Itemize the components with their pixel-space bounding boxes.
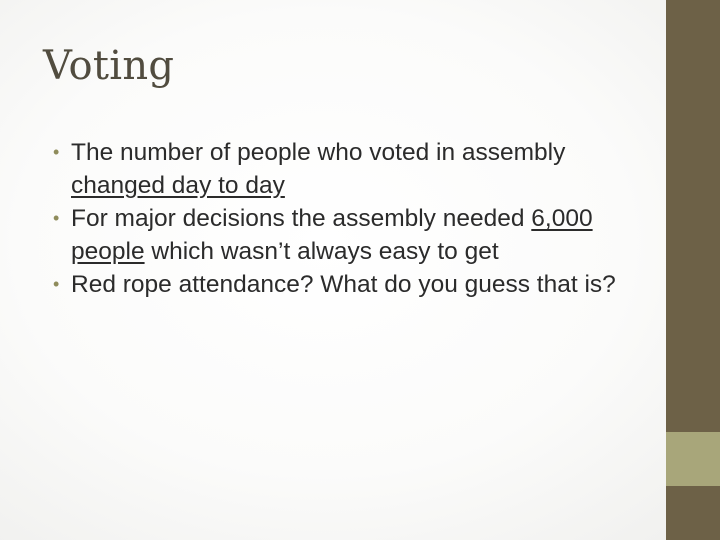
bullet-list	[53, 136, 638, 301]
bullet-underlined-text: 6,000 people	[71, 205, 593, 265]
bullet-text: The number of people who voted in assembly	[71, 139, 566, 166]
slide-title: Voting	[43, 43, 175, 89]
bullet-item	[53, 136, 638, 202]
bullet-text: For major decisions the assembly needed	[71, 205, 532, 232]
bullet-item	[53, 268, 638, 301]
bullet-icon: •	[53, 142, 60, 162]
bullet-item	[53, 202, 638, 268]
bullet-underlined-text: changed day to day	[71, 172, 285, 199]
bullet-icon: •	[53, 208, 60, 228]
decorative-side-accent	[666, 432, 720, 486]
bullet-icon: •	[53, 274, 60, 294]
bullet-text: which wasn’t always easy to get	[144, 238, 499, 265]
bullet-text: Red rope attendance? What do you guess that is?	[71, 271, 616, 298]
